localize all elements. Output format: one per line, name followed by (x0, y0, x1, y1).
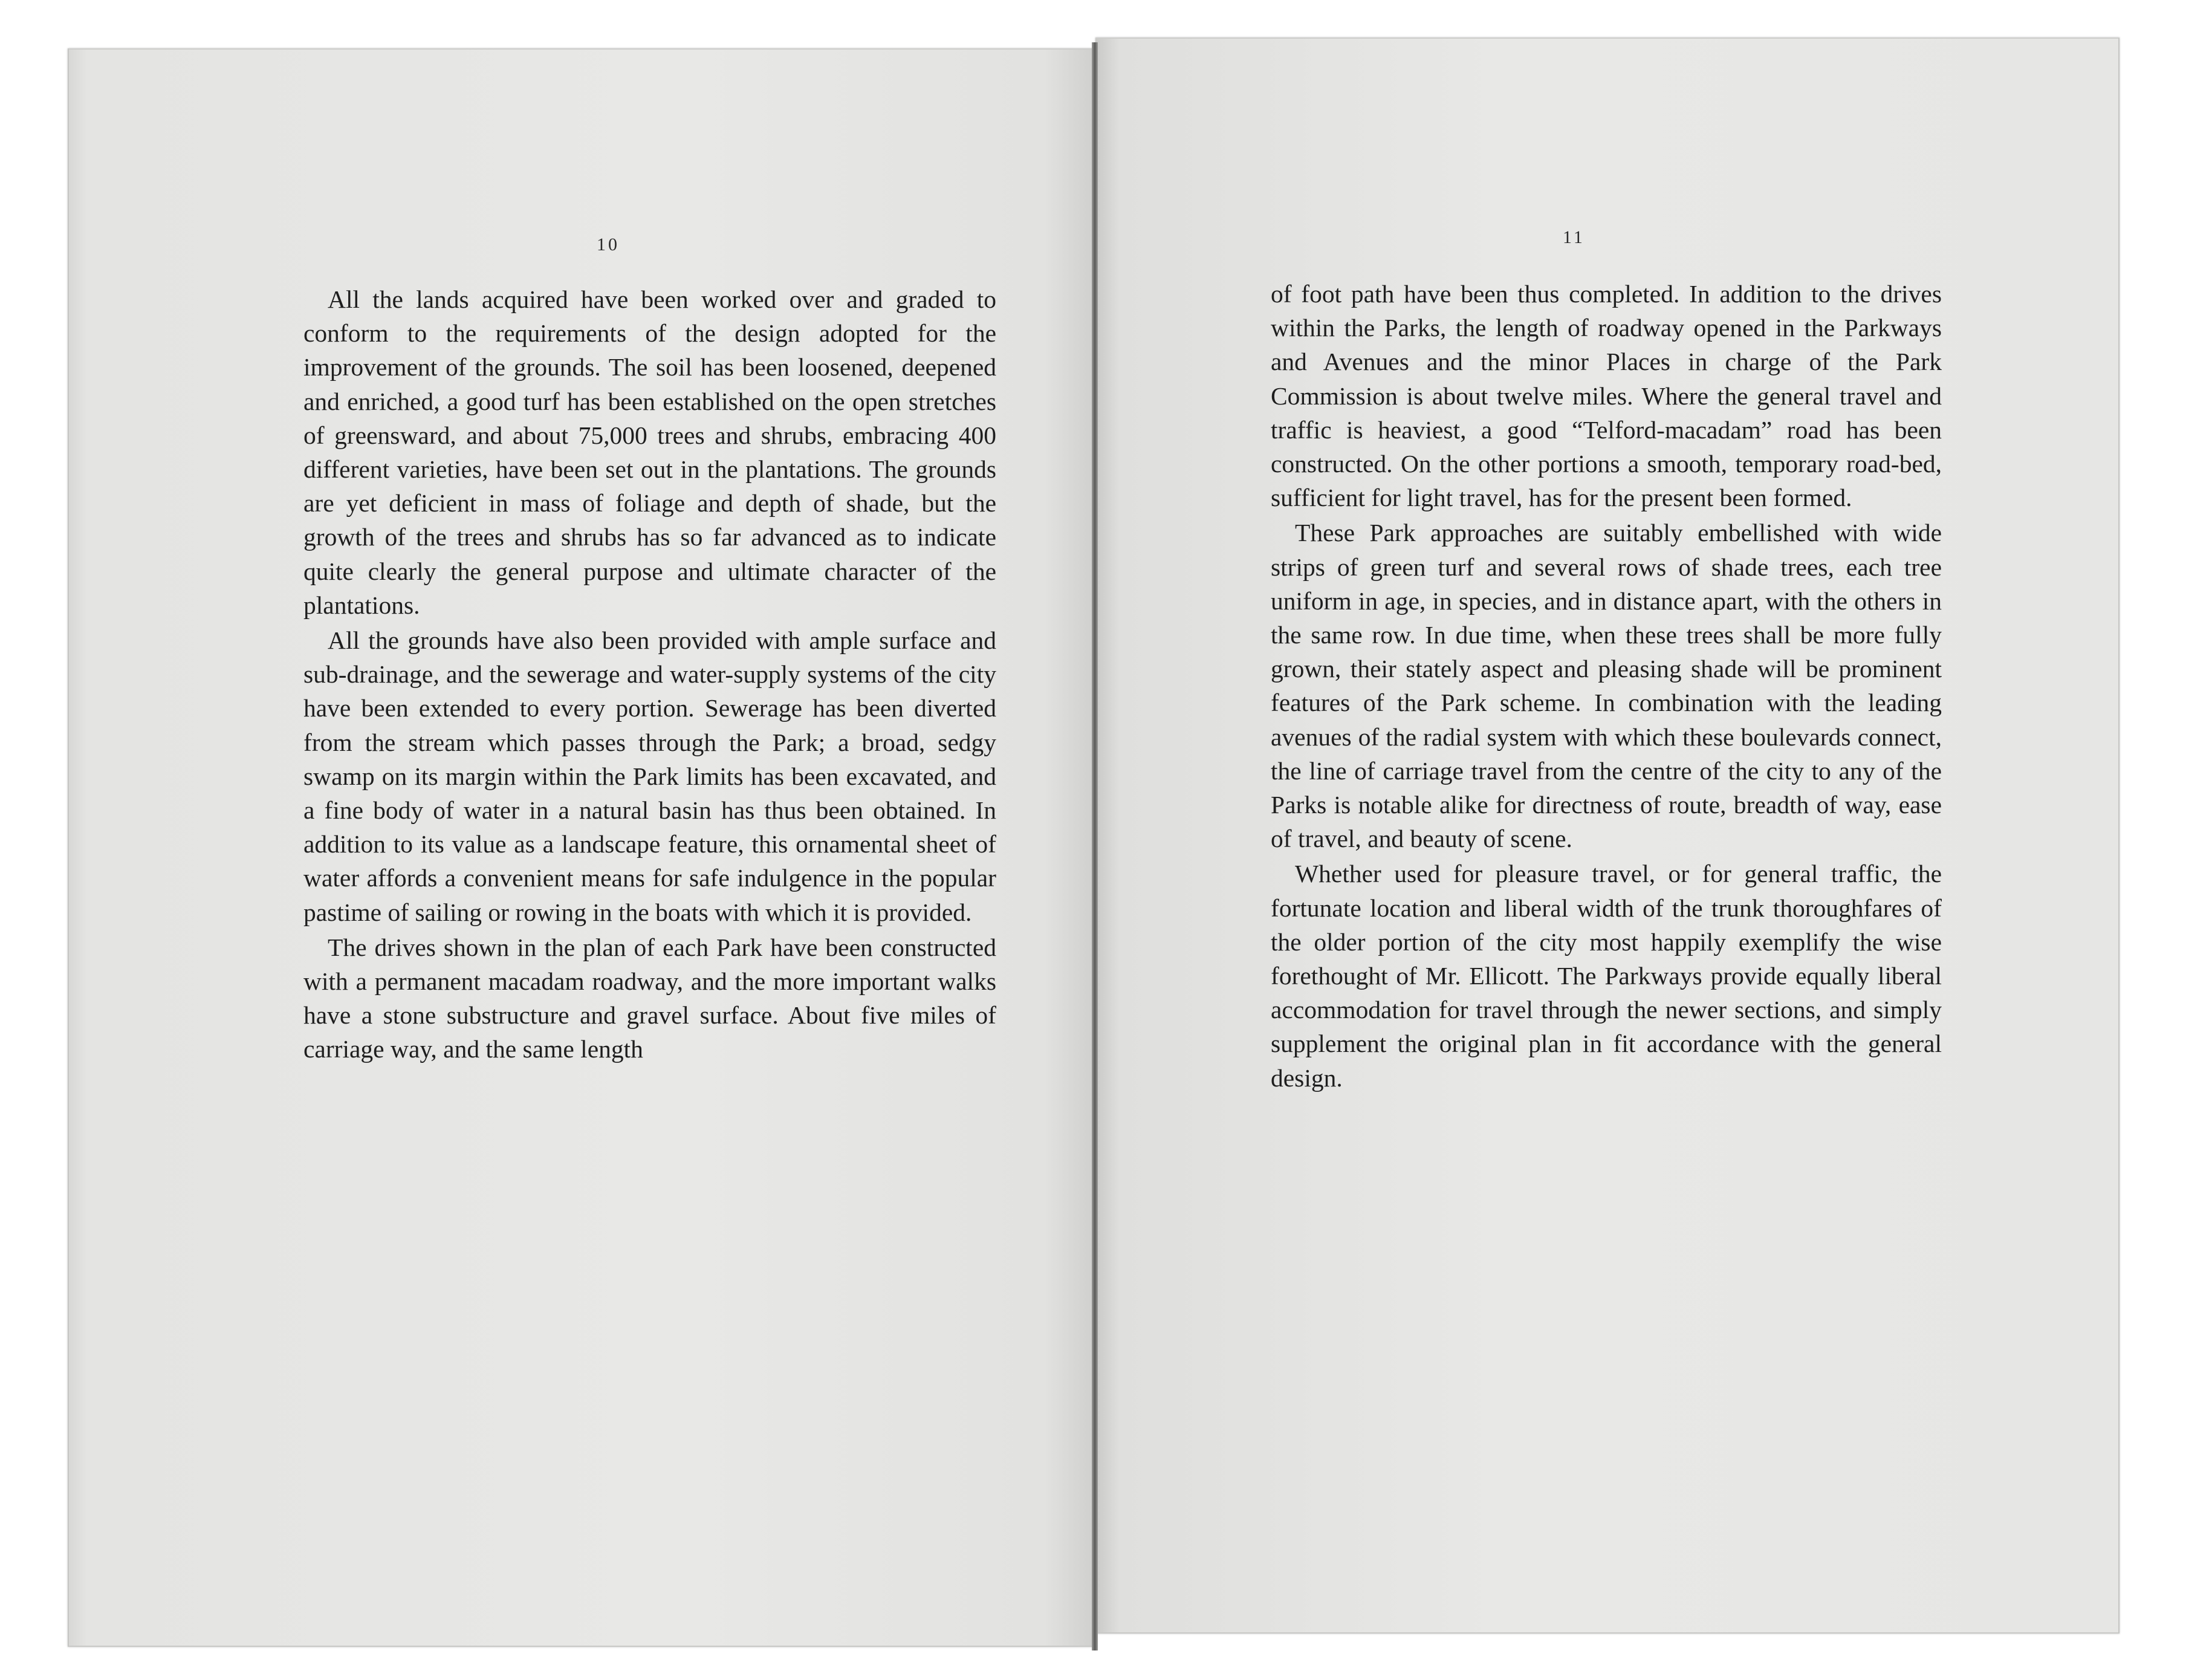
paragraph: These Park approaches are suitably embellished with wide strips of green turf and several rows of shade trees, each tree uniform in age, in species, and in distance apart, with the others in the same row. In due time, when these trees shall be more fully grown, their stately aspect and pleasing shade will be prominent features of the Park scheme. In combination with the leading avenues of the radial system with which these boulevards connect, the line of carriage travel from the centre of the city to any of the Parks is notable alike for directness of route, breadth of way, ease of travel, and beauty of scene. (1271, 519, 1942, 853)
right-page-number: 11 (1563, 227, 1585, 247)
paragraph: The drives shown in the plan of each Park have been constructed with a permanent macadam roadway, and the more important walks have a stone substructure and gravel surface. About five miles of carriage way, and the same length (303, 933, 996, 1063)
paragraph: All the lands acquired have been worked over and graded to conform to the requirements of the design adopted for the improvement of the grounds. The soil has been loosened, deepened and enriched, a good turf has been established on the open stretches of greensward, and about 75,000 trees and shrubs, embracing 400 different varieties, have been set out in the plantations. The grounds are yet deficient in mass of foliage and depth of shade, but the growth of the trees and shrubs has so far advanced as to indicate quite clearly the general purpose and ultimate character of the plantations. (303, 285, 996, 619)
left-page-text (303, 282, 996, 1066)
right-page-text (1271, 277, 1942, 1095)
book-gutter (1092, 42, 1098, 1650)
paragraph: of foot path have been thus completed. In addition to the drives within the Parks, the length of roadway opened in the Parkways and Avenues and the minor Places in charge of the Park Commission is about twelve miles. Where the general travel and traffic is heaviest, a good “Telford-macadam” road has been constructed. On the other portions a smooth, temporary road-bed, sufficient for light travel, has for the present been formed. (1271, 280, 1942, 512)
left-page-number: 10 (597, 235, 620, 255)
paragraph: All the grounds have also been provided with ample surface and sub-drainage, and the sewerage and water-supply systems of the city have been extended to every portion. Sewerage has been diverted from the stream which passes through the Park; a broad, sedgy swamp on its margin within the Park limits has been excavated, and a fine body of water in a natural basin has thus been obtained. In addition to its value as a landscape feature, this ornamental sheet of water affords a convenient means for safe indulgence in the popular pastime of sailing or rowing in the boats with which it is provided. (303, 626, 996, 926)
paragraph: Whether used for pleasure travel, or for general traffic, the fortunate location and liberal width of the trunk thoroughfares of the older portion of the city most happily exemplify the wise forethought of Mr. Ellicott. The Parkways provide equally liberal accommodation for travel through the newer sections, and simply supplement the original plan in fit accordance with the general design. (1271, 860, 1942, 1092)
